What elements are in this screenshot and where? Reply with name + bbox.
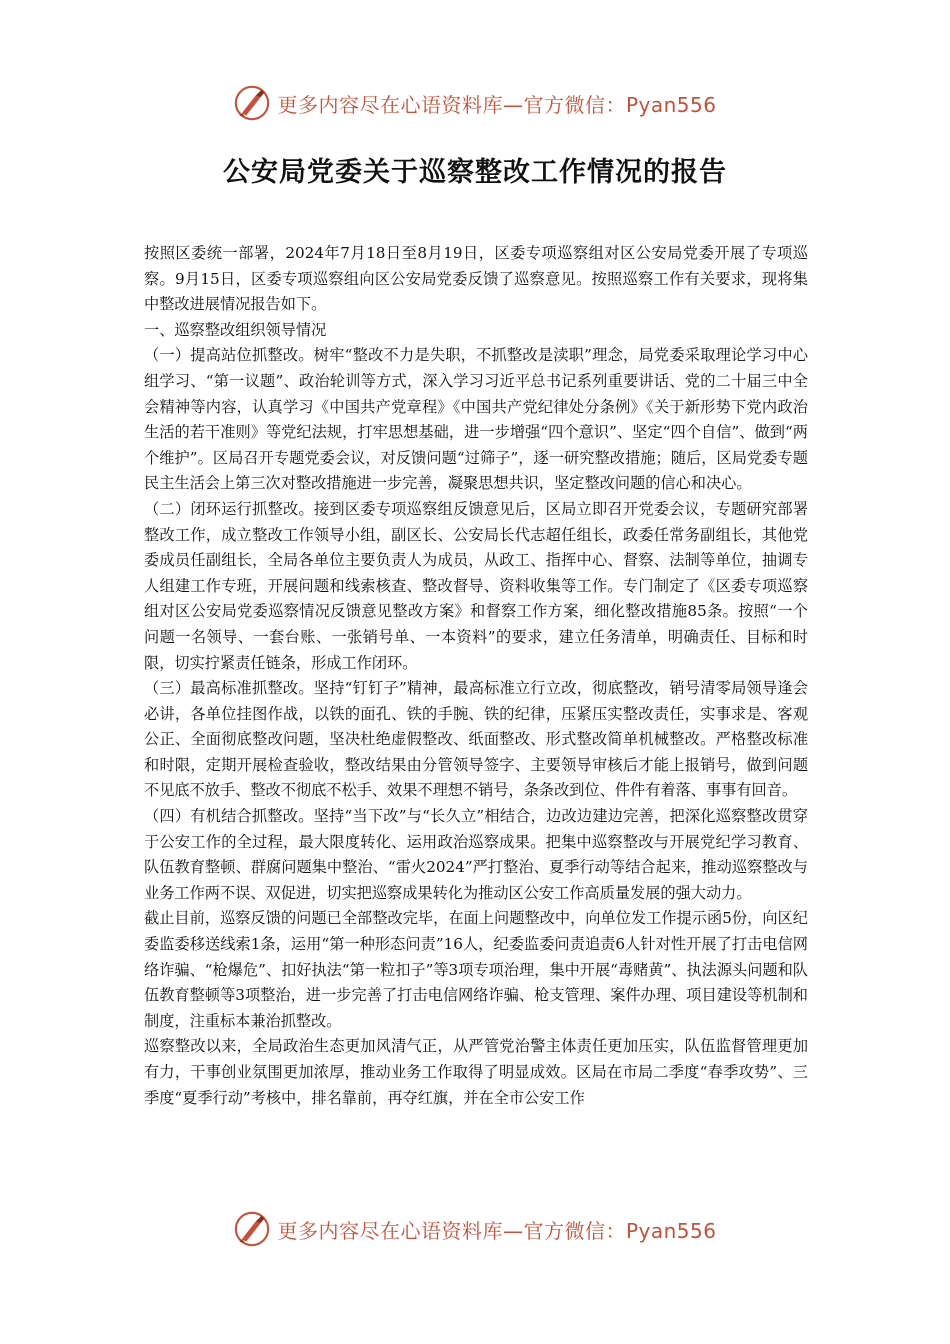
pen-logo-icon (233, 1210, 271, 1248)
paragraph-item-3: （三）最高标准抓整改。坚持“钉钉子”精神，最高标准立行立改，彻底整改，销号清零局领导逢会必讲，各单位挂图作战，以铁的面孔、铁的手腕、铁的纪律，压紧压实整改责任，实事求是、客观公正、全面彻底整改问题，坚决杜绝虚假整改、纸面整改、形式整改简单机械整改。严格整改标准和时限，定期开展检查验收，整改结果由分管领导签字、主要领导审核后才能上报销号，做到问题不见底不放手、整改不彻底不松手、效果不理想不销号，条条改到位、件件有着落、事事有回音。 (144, 679, 808, 800)
document-body (144, 241, 808, 1111)
banner-text: 更多内容尽在心语资料库—官方微信：Pyan556 (277, 1218, 717, 1243)
paragraph-item-4: （四）有机结合抓整改。坚持“当下改”与“长久立”相结合，边改边建边完善，把深化巡察整改贯穿于公安工作的全过程，最大限度转化、运用政治巡察成果。把集中巡察整改与开展党纪学习教育、队伍教育整顿、群腐问题集中整治、“雷火2024”严打整治、夏季行动等结合起来，推动巡察整改与业务工作两不误、双促进，切实把巡察成果转化为推动区公安工作高质量发展的强大动力。 (144, 807, 808, 902)
section-heading: 一、巡察整改组织领导情况 (144, 320, 327, 339)
paragraph-progress: 截止目前，巡察反馈的问题已全部整改完毕，在面上问题整改中，向单位发工作提示函5份，向区纪委监委移送线索1条，运用“第一种形态问责”16人，纪委监委问责追责6人针对性开展了打击电信网络诈骗、“枪爆危”、扣好执法“第一粒扣子”等3项专项治理，集中开展“毒赌黄”、执法源头问题和队伍教育整顿等3项整治，进一步完善了打击电信网络诈骗、枪支管理、案件办理、项目建设等机制和制度，注重标本兼治抓整改。 (144, 909, 808, 1030)
footer-watermark-banner (0, 1210, 950, 1248)
paragraph-item-2: （二）闭环运行抓整改。接到区委专项巡察组反馈意见后，区局立即召开党委会议，专题研究部署整改工作，成立整改工作领导小组，副区长、公安局长代志超任组长，政委任常务副组长，其他党委成员任副组长，全局各单位主要负责人为成员，从政工、指挥中心、督察、法制等单位，抽调专人组建工作专班，开展问题和线索核查、整改督导、资料收集等工作。专门制定了《区委专项巡察组对区公安局党委巡察情况反馈意见整改方案》和督察工作方案，细化整改措施85条。按照“一个问题一名领导、一套台账、一张销号单、一本资料”的要求，建立任务清单，明确责任、目标和时限，切实拧紧责任链条，形成工作闭环。 (144, 499, 808, 672)
paragraph-intro: 按照区委统一部署，2024年7月18日至8月19日，区委专项巡察组对区公安局党委开展了专项巡察。9月15日，区委专项巡察组向区公安局党委反馈了巡察意见。按照巡察工作有关要求，现将集中整改进展情况报告如下。 (144, 244, 808, 314)
header-watermark-banner (0, 84, 950, 122)
document-title: 公安局党委关于巡察整改工作情况的报告 (223, 157, 727, 188)
banner-text: 更多内容尽在心语资料库—官方微信：Pyan556 (277, 92, 717, 117)
paragraph-item-1: （一）提高站位抓整改。树牢“整改不力是失职，不抓整改是渎职”理念，局党委采取理论学习中心组学习、“第一议题”、政治轮训等方式，深入学习习近平总书记系列重要讲话、党的二十届三中全会精神等内容，认真学习《中国共产党章程》《中国共产党纪律处分条例》《关于新形势下党内政治生活的若干准则》等党纪法规，打牢思想基础，进一步增强“四个意识”、坚定“四个自信”、做到“两个维护”。区局召开专题党委会议，对反馈问题“过筛子”，逐一研究整改措施；随后，区局党委专题民主生活会上第三次对整改措施进一步完善，凝聚思想共识，坚定整改问题的信心和决心。 (144, 346, 808, 493)
pen-logo-icon (233, 84, 271, 122)
paragraph-results: 巡察整改以来，全局政治生态更加风清气正，从严管党治警主体责任更加压实，队伍监督管理更加有力，干事创业氛围更加浓厚，推动业务工作取得了明显成效。区局在市局二季度“春季攻势”、三季度“夏季行动”考核中，排名靠前，再夺红旗，并在全市公安工作 (144, 1037, 808, 1107)
